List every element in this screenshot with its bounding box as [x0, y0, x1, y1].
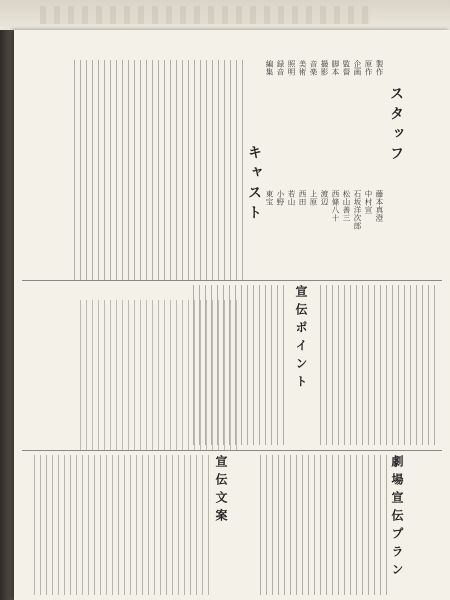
staff-name: 西田 — [298, 190, 307, 206]
staff-role: 脚本 — [331, 60, 340, 76]
copy-text — [34, 455, 214, 595]
section-divider — [22, 280, 442, 281]
staff-heading: スタッフ — [388, 86, 404, 166]
lower-divider — [22, 450, 442, 451]
staff-role: 美術 — [298, 60, 307, 76]
copy-heading: 宣伝文案 — [214, 455, 228, 527]
staff-role: 編集 — [265, 60, 274, 76]
staff-roles — [264, 60, 384, 110]
staff-name: 石坂洋次郎 — [353, 190, 362, 230]
staff-name: 松山善三 — [342, 190, 351, 222]
staff-role: 照明 — [287, 60, 296, 76]
staff-name: 小野 — [276, 190, 285, 206]
page-top-edge — [0, 0, 450, 30]
staff-name: 上原 — [309, 190, 318, 206]
staff-name: 若山 — [287, 190, 296, 206]
staff-name: 渡辺 — [320, 190, 329, 206]
points-heading: 宣伝ポイント — [294, 285, 308, 393]
staff-role: 製作 — [375, 60, 384, 76]
staff-role: 撮影 — [320, 60, 329, 76]
cast-heading: キャスト — [246, 145, 262, 225]
plan-heading: 劇場宣伝プラン — [390, 455, 404, 581]
staff-names — [264, 190, 384, 270]
staff-name: 東宝 — [265, 190, 274, 206]
staff-name: 中村宣 — [364, 190, 373, 214]
plan-text — [260, 455, 390, 595]
points-text — [193, 285, 288, 445]
staff-role: 企画 — [353, 60, 362, 76]
staff-role: 録音 — [276, 60, 285, 76]
points-credits — [320, 285, 440, 445]
binding-spine — [0, 30, 14, 600]
staff-role: 原作 — [364, 60, 373, 76]
cast-list — [74, 60, 244, 280]
press-sheet-page — [14, 30, 450, 600]
staff-name: 西條八十 — [331, 190, 340, 222]
staff-role: 音楽 — [309, 60, 318, 76]
staff-name: 藤本真澄 — [375, 190, 384, 222]
staff-role: 監督 — [342, 60, 351, 76]
